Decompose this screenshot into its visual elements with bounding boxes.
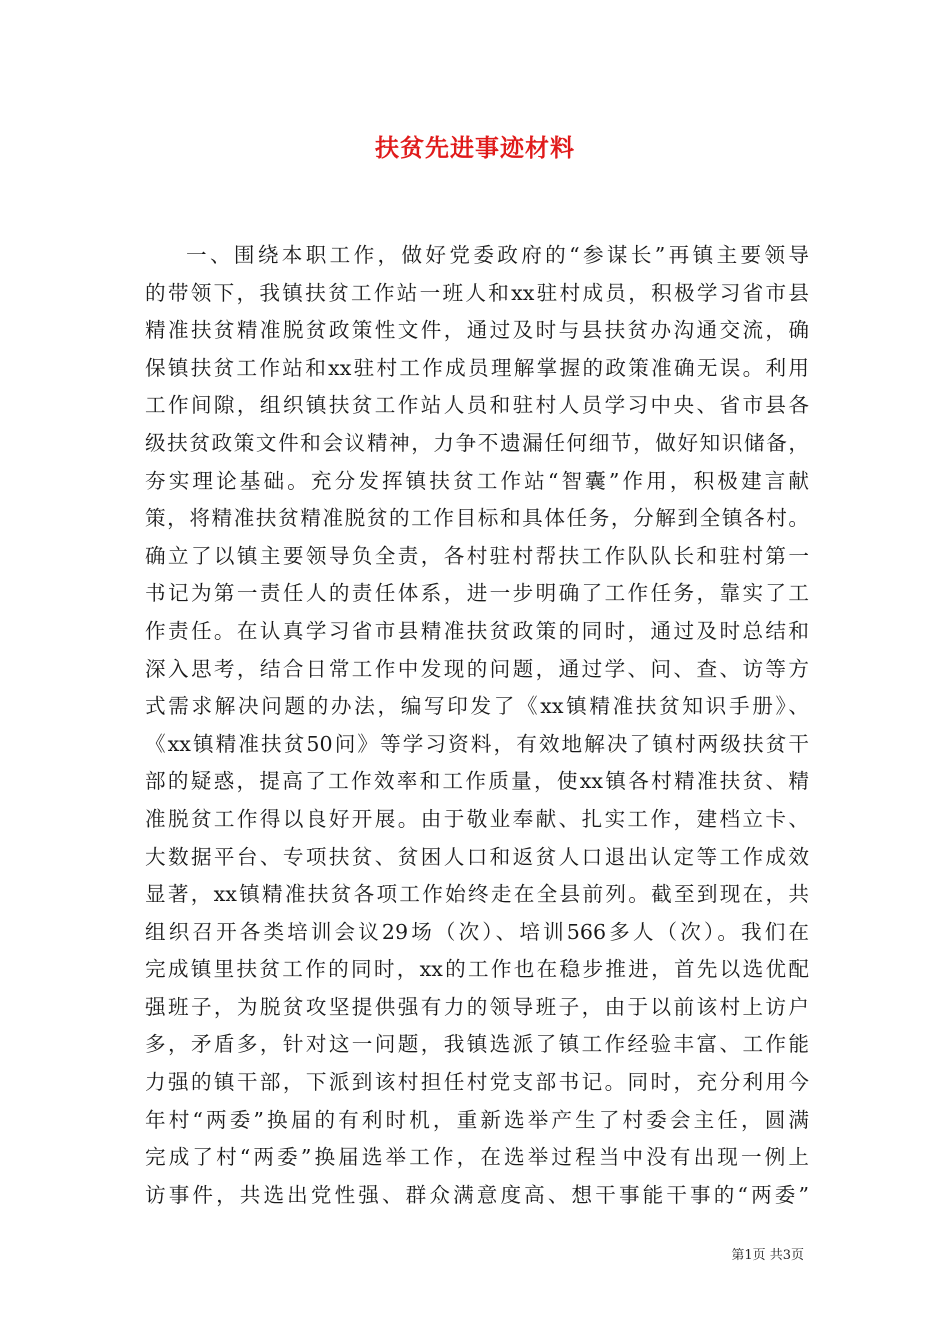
- document-title: 扶贫先进事迹材料: [375, 133, 575, 162]
- page-number: 第1页 共3页: [731, 1248, 804, 1263]
- body-line: 组织召开各类培训会议29场（次）、培训566多人（次）。我们在: [145, 919, 809, 944]
- body-line: 工作间隙，组织镇扶贫工作站人员和驻村人员学习中央、省市县各: [145, 393, 809, 418]
- body-line: 力强的镇干部，下派到该村担任村党支部书记。同时，充分利用今: [145, 1070, 809, 1095]
- body-line: 完成了村“两委”换届选举工作，在选举过程当中没有出现一例上: [145, 1145, 809, 1170]
- body-line: 《xx镇精准扶贫50问》等学习资料，有效地解决了镇村两级扶贫干: [145, 731, 809, 756]
- document-body: [145, 237, 809, 1214]
- body-line: 准脱贫工作得以良好开展。由于敬业奉献、扎实工作，建档立卡、: [145, 806, 809, 831]
- body-line: 大数据平台、专项扶贫、贫困人口和返贫人口退出认定等工作成效: [145, 844, 809, 869]
- body-line: 式需求解决问题的办法，编写印发了《xx镇精准扶贫知识手册》、: [145, 694, 809, 719]
- body-line: 作责任。在认真学习省市县精准扶贫政策的同时，通过及时总结和: [145, 618, 809, 643]
- body-line: 级扶贫政策文件和会议精神，力争不遗漏任何细节，做好知识储备，: [145, 430, 809, 455]
- body-line: 精准扶贫精准脱贫政策性文件，通过及时与县扶贫办沟通交流，确: [145, 318, 809, 343]
- body-line: 访事件，共选出党性强、群众满意度高、想干事能干事的“两委”: [145, 1182, 809, 1207]
- body-line: 的带领下，我镇扶贫工作站一班人和xx驻村成员，积极学习省市县: [145, 280, 809, 305]
- body-line: 保镇扶贫工作站和xx驻村工作成员理解掌握的政策准确无误。利用: [145, 355, 809, 380]
- body-line: 显著，xx镇精准扶贫各项工作始终走在全县前列。截至到现在，共: [145, 882, 809, 907]
- body-line: 部的疑惑，提高了工作效率和工作质量，使xx镇各村精准扶贫、精: [145, 769, 809, 794]
- body-line: 确立了以镇主要领导负全责，各村驻村帮扶工作队队长和驻村第一: [145, 543, 809, 568]
- body-line: 书记为第一责任人的责任体系，进一步明确了工作任务，靠实了工: [145, 581, 809, 606]
- body-line: 强班子，为脱贫攻坚提供强有力的领导班子，由于以前该村上访户: [145, 994, 809, 1019]
- body-line: 深入思考，结合日常工作中发现的问题，通过学、问、查、访等方: [145, 656, 809, 681]
- body-line: 年村“两委”换届的有利时机，重新选举产生了村委会主任，圆满: [145, 1107, 809, 1132]
- body-line: 一、围绕本职工作，做好党委政府的“参谋长”再镇主要领导: [186, 243, 809, 267]
- body-line: 策，将精准扶贫精准脱贫的工作目标和具体任务，分解到全镇各村。: [145, 506, 809, 531]
- body-line: 完成镇里扶贫工作的同时，xx的工作也在稳步推进，首先以选优配: [145, 957, 809, 982]
- body-line: 多，矛盾多，针对这一问题，我镇选派了镇工作经验丰富、工作能: [145, 1032, 809, 1057]
- body-line: 夯实理论基础。充分发挥镇扶贫工作站“智囊”作用，积极建言献: [145, 468, 809, 493]
